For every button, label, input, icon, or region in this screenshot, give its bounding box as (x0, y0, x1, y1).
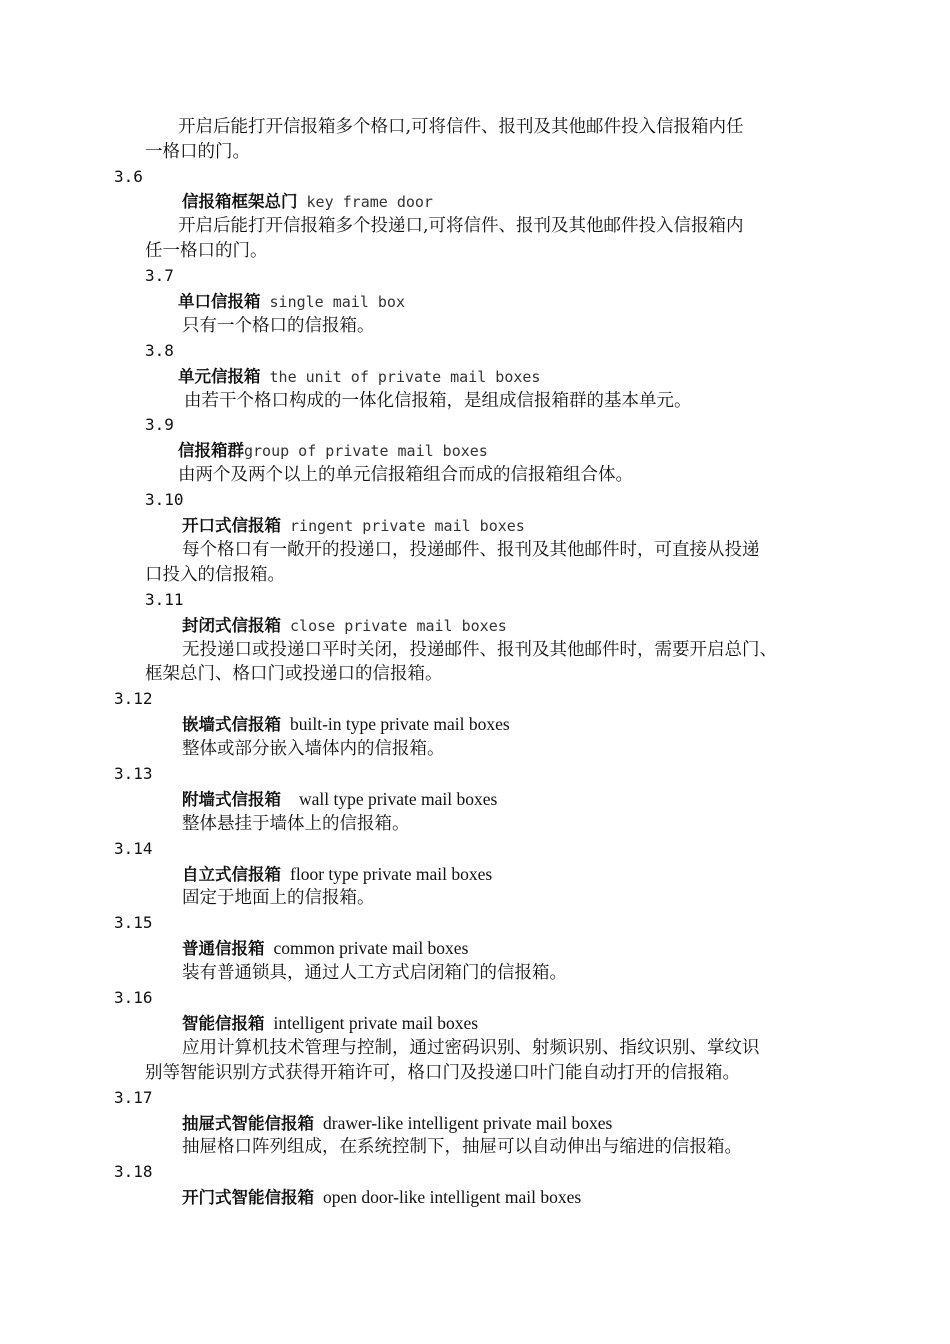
clause-number: 3.18 (114, 1162, 153, 1181)
definition-line: 任一格口的门。 (145, 241, 268, 261)
definition-line: 框架总门、格口门或投递口的信报箱。 (145, 664, 443, 684)
definition-line: 装有普通锁具，通过人工方式启闭箱门的信报箱。 (182, 963, 567, 983)
term-heading (178, 290, 405, 313)
term-en: drawer-like intelligent private mail boxes (323, 1113, 613, 1133)
term-heading (182, 863, 492, 886)
clause-number: 3.7 (145, 266, 174, 285)
term-zh: 普通信报箱 (182, 939, 265, 958)
term-en: group of private mail boxes (244, 442, 488, 460)
term-zh: 附墙式信报箱 (182, 790, 281, 809)
term-zh: 嵌墙式信报箱 (182, 715, 281, 734)
term-heading (182, 1186, 581, 1209)
intro-line: 开启后能打开信报箱多个格口,可将信件、报刊及其他邮件投入信报箱内任 (178, 117, 744, 137)
term-zh: 自立式信报箱 (182, 865, 281, 884)
clause-number: 3.14 (114, 839, 153, 858)
definition-line: 口投入的信报箱。 (145, 565, 285, 585)
definition-line: 整体悬挂于墙体上的信报箱。 (182, 814, 410, 834)
term-en: wall type private mail boxes (299, 789, 498, 809)
clause-number: 3.9 (145, 415, 174, 434)
definition-line: 别等智能识别方式获得开箱许可，格口门及投递口叶门能自动打开的信报箱。 (145, 1063, 740, 1083)
term-zh: 开口式信报箱 (182, 516, 281, 535)
definition-line: 整体或部分嵌入墙体内的信报箱。 (182, 739, 445, 759)
definition-line: 应用计算机技术管理与控制，通过密码识别、射频识别、指纹识别、掌纹识 (182, 1038, 760, 1058)
term-en: common private mail boxes (273, 938, 469, 958)
term-en: built-in type private mail boxes (290, 714, 510, 734)
definition-line: 开启后能打开信报箱多个投递口,可将信件、报刊及其他邮件投入信报箱内 (178, 216, 744, 236)
term-zh: 抽屉式智能信报箱 (182, 1114, 314, 1133)
term-heading (182, 190, 433, 213)
definition-line: 由若干个格口构成的一体化信报箱，是组成信报箱群的基本单元。 (184, 391, 692, 411)
definition-line: 固定于地面上的信报箱。 (182, 888, 375, 908)
term-heading (182, 788, 497, 811)
term-en: open door-like intelligent mail boxes (323, 1187, 582, 1207)
clause-number: 3.17 (114, 1088, 153, 1107)
term-en: single mail box (260, 293, 405, 311)
term-heading (182, 713, 510, 736)
term-zh: 信报箱框架总门 (182, 192, 298, 211)
term-heading (182, 1012, 478, 1035)
clause-number: 3.6 (114, 167, 143, 186)
clause-number: 3.11 (145, 590, 184, 609)
term-heading (178, 439, 488, 462)
term-heading (182, 937, 468, 960)
definition-line: 无投递口或投递口平时关闭，投递邮件、报刊及其他邮件时，需要开启总门、 (182, 640, 777, 660)
term-heading (182, 614, 507, 637)
term-zh: 单口信报箱 (178, 292, 261, 311)
clause-number: 3.10 (145, 490, 184, 509)
term-zh: 信报箱群 (178, 441, 244, 460)
term-en: the unit of private mail boxes (260, 368, 541, 386)
definition-line: 只有一个格口的信报箱。 (182, 316, 375, 336)
term-heading (182, 514, 525, 537)
term-zh: 封闭式信报箱 (182, 616, 281, 635)
term-en: ringent private mail boxes (281, 517, 525, 535)
term-en: close private mail boxes (281, 617, 507, 635)
definition-line: 抽屉格口阵列组成，在系统控制下，抽屉可以自动伸出与缩进的信报箱。 (182, 1137, 742, 1157)
term-heading (178, 365, 540, 388)
definition-line: 每个格口有一敞开的投递口，投递邮件、报刊及其他邮件时，可直接从投递 (182, 540, 760, 560)
clause-number: 3.13 (114, 764, 153, 783)
clause-number: 3.8 (145, 341, 174, 360)
clause-number: 3.12 (114, 689, 153, 708)
definition-line: 由两个及两个以上的单元信报箱组合而成的信报箱组合体。 (178, 465, 633, 485)
term-en: intelligent private mail boxes (273, 1013, 479, 1033)
term-heading (182, 1112, 612, 1135)
clause-number: 3.15 (114, 913, 153, 932)
term-zh: 开门式智能信报箱 (182, 1188, 314, 1207)
clause-number: 3.16 (114, 988, 153, 1007)
term-zh: 单元信报箱 (178, 367, 261, 386)
term-en: floor type private mail boxes (290, 864, 493, 884)
term-zh: 智能信报箱 (182, 1014, 265, 1033)
term-en: key frame door (297, 193, 433, 211)
intro-line: 一格口的门。 (145, 142, 250, 162)
